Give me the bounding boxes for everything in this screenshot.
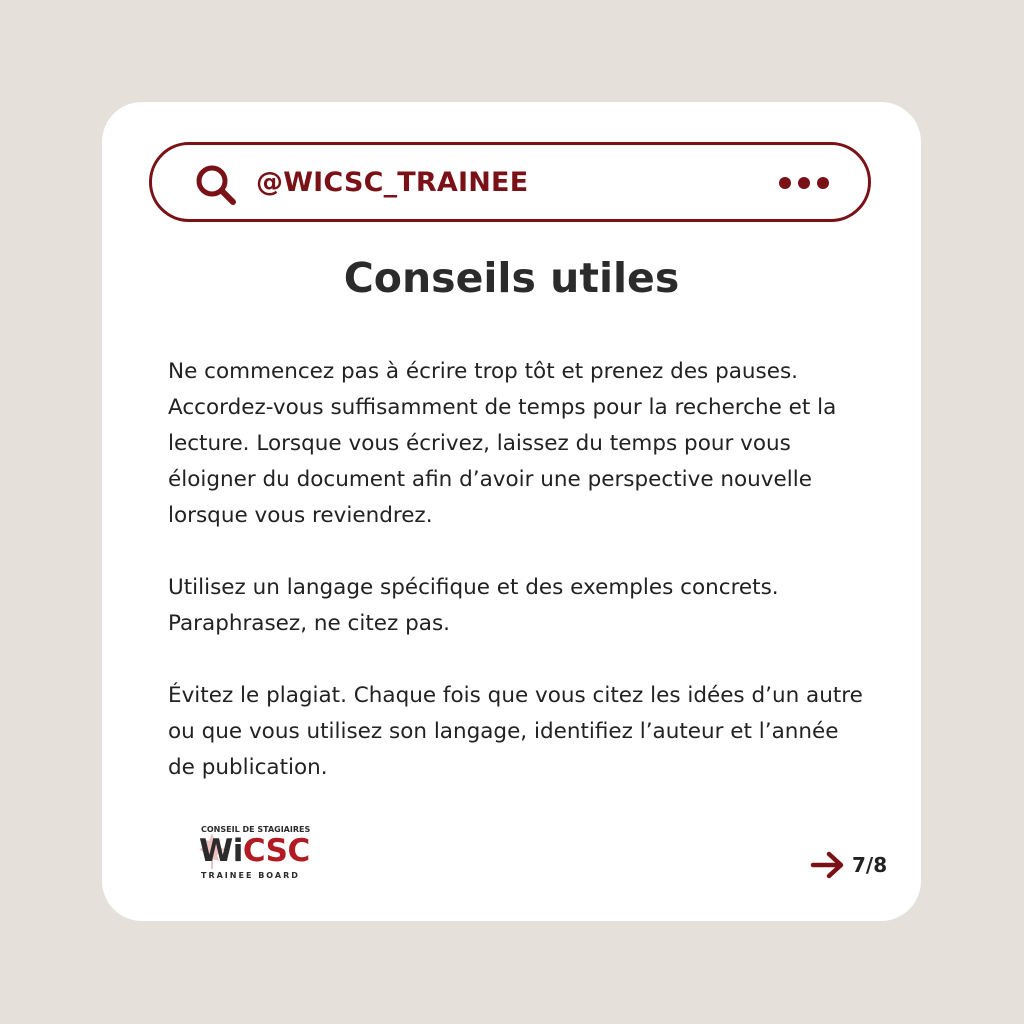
page-indicator: 7/8 xyxy=(852,853,888,877)
logo-wordmark-dark: Wi xyxy=(199,833,243,869)
page-title: Conseils utiles xyxy=(343,254,680,302)
post-card xyxy=(102,102,921,921)
logo-wordmark xyxy=(199,833,310,869)
arrow-right-icon xyxy=(810,850,846,880)
tip-paragraph: Utilisez un langage spécifique et des exemples concrets. Paraphrasez, ne citez pas. xyxy=(168,575,779,636)
search-icon xyxy=(194,163,238,207)
search-bar[interactable] xyxy=(149,142,871,222)
more-horizontal-icon[interactable] xyxy=(778,175,830,191)
next-page-button[interactable] xyxy=(810,848,887,882)
account-handle: @WICSC_TRAINEE xyxy=(256,167,529,198)
tip-paragraph: Évitez le plagiat. Chaque fois que vous citez les idées d’un autre ou que vous utilisez son langage, identifiez l’auteur et l’année de publication. xyxy=(168,683,863,780)
logo-bottom-text: TRAINEE BOARD xyxy=(201,871,300,880)
wicsc-logo xyxy=(197,825,311,885)
logo-wordmark-red: CSC xyxy=(242,833,310,869)
tips-body xyxy=(168,354,868,822)
tip-paragraph: Ne commencez pas à écrire trop tôt et prenez des pauses. Accordez-vous suffisamment de temps pour la recherche et la lecture. Lorsque vous écrivez, laissez du temps pour vous éloigner du document afin d’avoir une perspective nouvelle lorsque vous reviendrez. xyxy=(168,359,837,528)
logo-top-text: CONSEIL DE STAGIAIRES xyxy=(201,825,311,834)
